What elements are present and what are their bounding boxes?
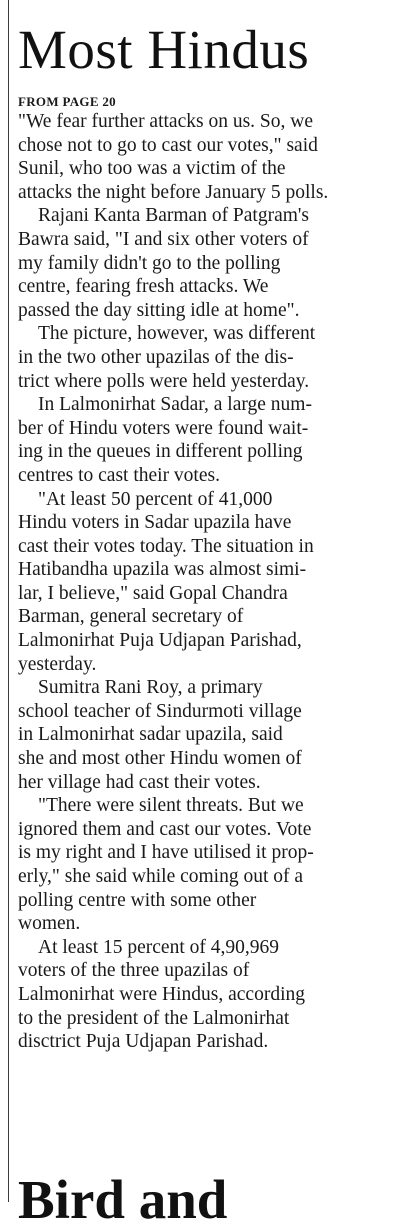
paragraph-line: in the two other upazilas of the dis-: [18, 346, 294, 368]
paragraph-line: her village had cast their votes.: [18, 771, 261, 793]
article-paragraph: [18, 488, 410, 677]
headline: Most Hindus: [18, 19, 310, 80]
paragraph-line: Lalmonirhat were Hindus, according: [18, 983, 305, 1005]
paragraph-line: ing in the queues in different polling: [18, 441, 303, 463]
paragraph-line: attacks the night before January 5 polls.: [18, 181, 329, 203]
paragraph-line: school teacher of Sindurmoti village: [18, 700, 302, 722]
article-body: [18, 110, 410, 1054]
paragraph-line: passed the day sitting idle at home".: [18, 299, 300, 321]
jump-line: FROM PAGE 20: [18, 94, 116, 109]
paragraph-line: ber of Hindu voters were found wait-: [18, 417, 309, 439]
column-rule: [8, 0, 9, 1202]
paragraph-line: In Lalmonirhat Sadar, a large num-: [38, 394, 312, 416]
article-paragraph: [18, 322, 410, 393]
paragraph-line: Sunil, who too was a victim of the: [18, 158, 286, 180]
paragraph-line: centre, fearing fresh attacks. We: [18, 276, 269, 298]
paragraph-line: Hatibandha upazila was almost simi-: [18, 559, 307, 581]
paragraph-line: Hindu voters in Sadar upazila have: [18, 512, 292, 534]
paragraph-line: in Lalmonirhat sadar upazila, said: [18, 724, 283, 746]
paragraph-line: is my right and I have utilised it prop-: [18, 842, 314, 864]
paragraph-line: polling centre with some other: [18, 889, 257, 911]
paragraph-line: Bawra said, "I and six other voters of: [18, 228, 309, 250]
article-paragraph: [18, 794, 410, 936]
paragraph-line: The picture, however, was different: [38, 323, 316, 345]
paragraph-line: "At least 50 percent of 41,000: [38, 488, 273, 510]
paragraph-line: "There were silent threats. But we: [38, 795, 304, 817]
paragraph-line: women.: [18, 913, 81, 935]
news-article: [18, 0, 410, 1054]
paragraph-line: Lalmonirhat Puja Udjapan Parishad,: [18, 630, 302, 652]
paragraph-line: voters of the three upazilas of: [18, 960, 250, 982]
article-paragraph: [18, 110, 410, 204]
paragraph-line: ignored them and cast our votes. Vote: [18, 818, 312, 840]
paragraph-line: centres to cast their votes.: [18, 464, 220, 486]
article-paragraph: [18, 204, 410, 322]
paragraph-line: At least 15 percent of 4,90,969: [38, 936, 279, 958]
paragraph-line: "We fear further attacks on us. So, we: [18, 111, 313, 132]
article-paragraph: [18, 936, 410, 1054]
paragraph-line: lar, I believe," said Gopal Chandra: [18, 582, 288, 604]
paragraph-line: Sumitra Rani Roy, a primary: [38, 677, 263, 699]
paragraph-line: disctrict Puja Udjapan Parishad.: [18, 1031, 269, 1053]
article-paragraph: [18, 393, 410, 487]
paragraph-line: Rajani Kanta Barman of Patgram's: [38, 205, 310, 227]
paragraph-line: Barman, general secretary of: [18, 606, 244, 628]
paragraph-line: to the president of the Lalmonirhat: [18, 1007, 290, 1029]
paragraph-line: erly," she said while coming out of a: [18, 866, 304, 887]
paragraph-line: yesterday.: [18, 653, 97, 675]
paragraph-line: trict where polls were held yesterday.: [18, 370, 310, 392]
paragraph-line: chose not to go to cast our votes," said: [18, 134, 318, 156]
article-paragraph: [18, 676, 410, 794]
next-article-headline-fragment: Bird and: [18, 1169, 228, 1230]
paragraph-line: she and most other Hindu women of: [18, 748, 302, 770]
paragraph-line: my family didn't go to the polling: [18, 252, 281, 274]
paragraph-line: cast their votes today. The situation in: [18, 535, 314, 557]
